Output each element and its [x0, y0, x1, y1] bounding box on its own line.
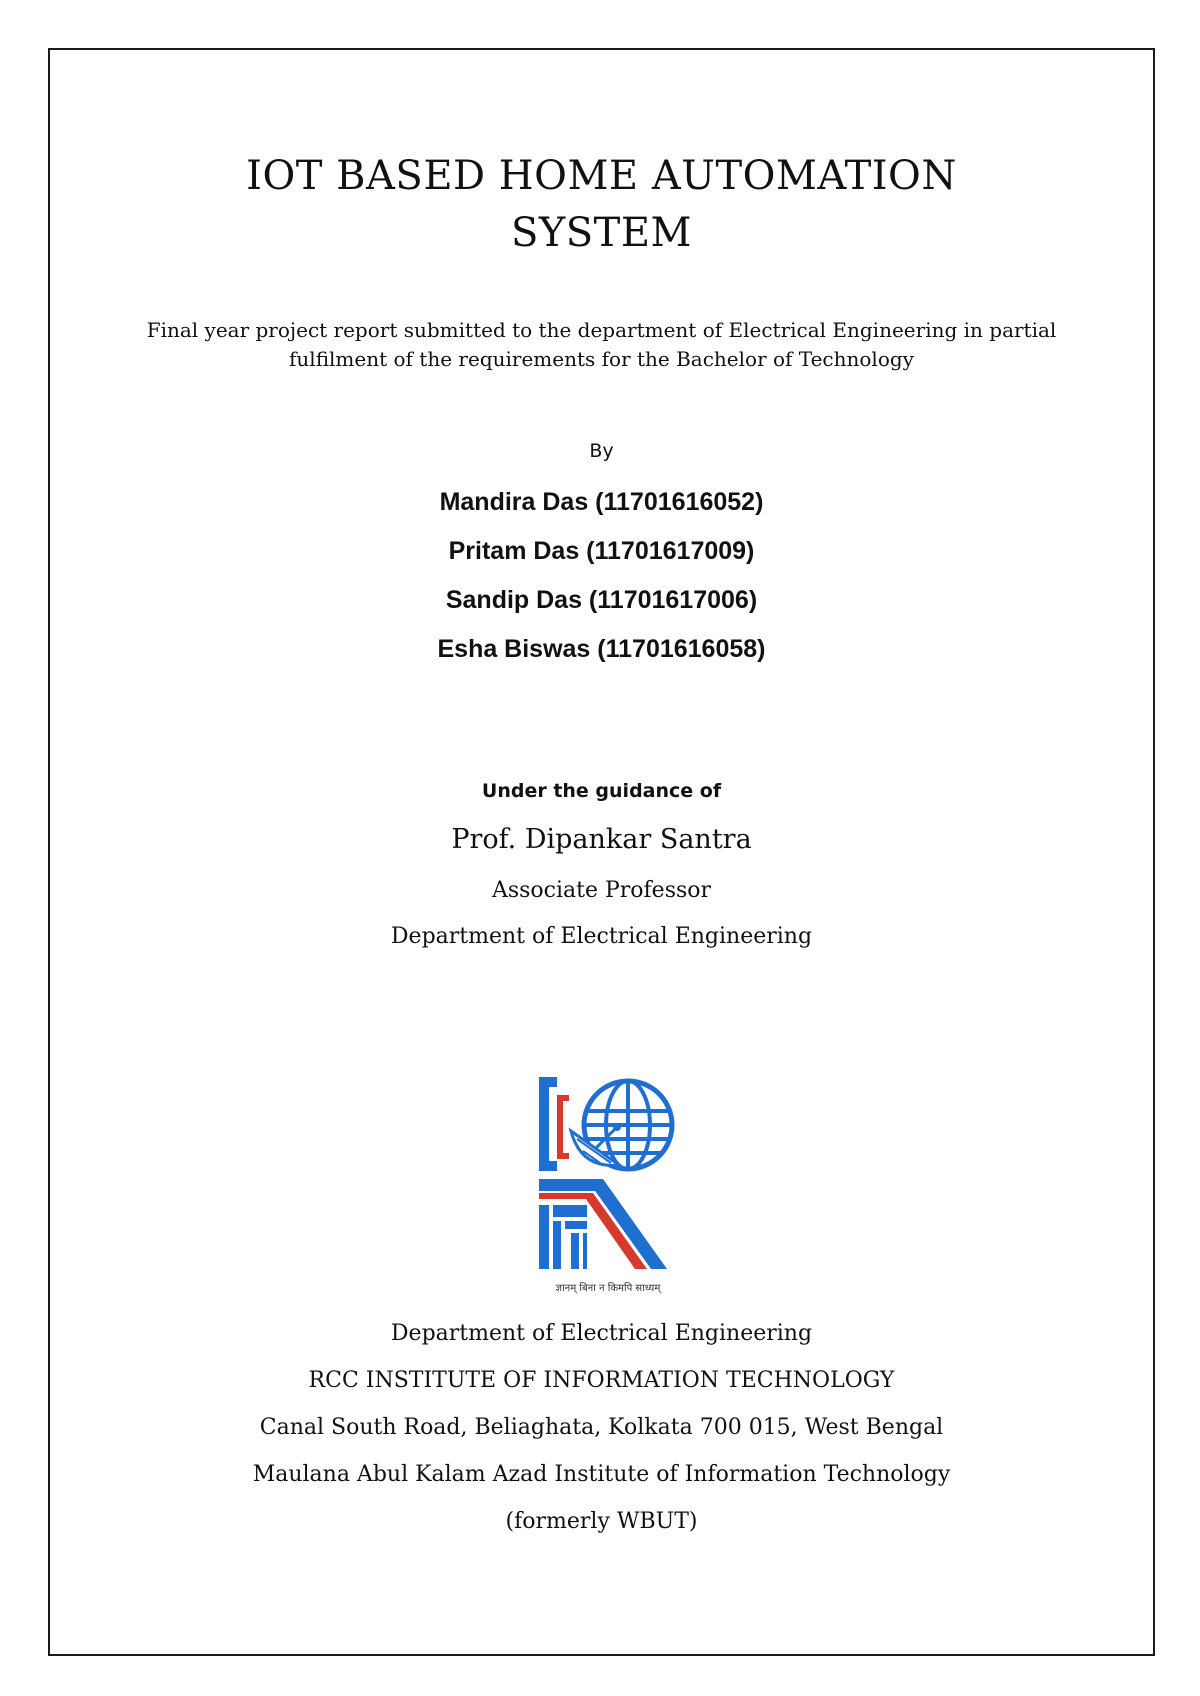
guide-department: Department of Electrical Engineering	[390, 924, 813, 949]
author-item: Mandira Das (11701616052)	[439, 488, 764, 516]
report-title	[48, 148, 1155, 262]
institution-name: RCC INSTITUTE OF INFORMATION TECHNOLOGY	[308, 1368, 895, 1393]
author-item: Pritam Das (11701617009)	[448, 537, 755, 565]
affiliated-university: Maulana Abul Kalam Azad Institute of Information Technology	[252, 1462, 951, 1487]
guide-designation: Associate Professor	[491, 878, 712, 903]
author-item: Sandip Das (11701617006)	[445, 586, 758, 614]
report-subtitle	[138, 316, 1065, 374]
title-line-1: IOT BASED HOME AUTOMATION	[246, 153, 957, 199]
institute-logo	[533, 1073, 683, 1298]
author-list	[48, 478, 1155, 674]
logo-motto: ज्ञानम् बिना न किमपि साध्यम्	[555, 1283, 661, 1294]
institution-address: Canal South Road, Beliaghata, Kolkata 700 015, West Bengal	[259, 1415, 944, 1440]
university-former-name: (formerly WBUT)	[505, 1509, 698, 1534]
subtitle-line-1: Final year project report submitted to the department of Electrical Engineering in partial	[146, 318, 1057, 342]
institution-department: Department of Electrical Engineering	[390, 1321, 813, 1346]
guide-name: Prof. Dipankar Santra	[451, 824, 752, 855]
title-line-2: SYSTEM	[510, 210, 693, 256]
institution-block	[48, 1310, 1155, 1545]
by-label: By	[589, 440, 614, 462]
subtitle-line-2: fulfilment of the requirements for the Bachelor of Technology	[289, 347, 914, 371]
author-item: Esha Biswas (11701616058)	[437, 635, 766, 663]
guidance-label: Under the guidance of	[481, 780, 722, 802]
